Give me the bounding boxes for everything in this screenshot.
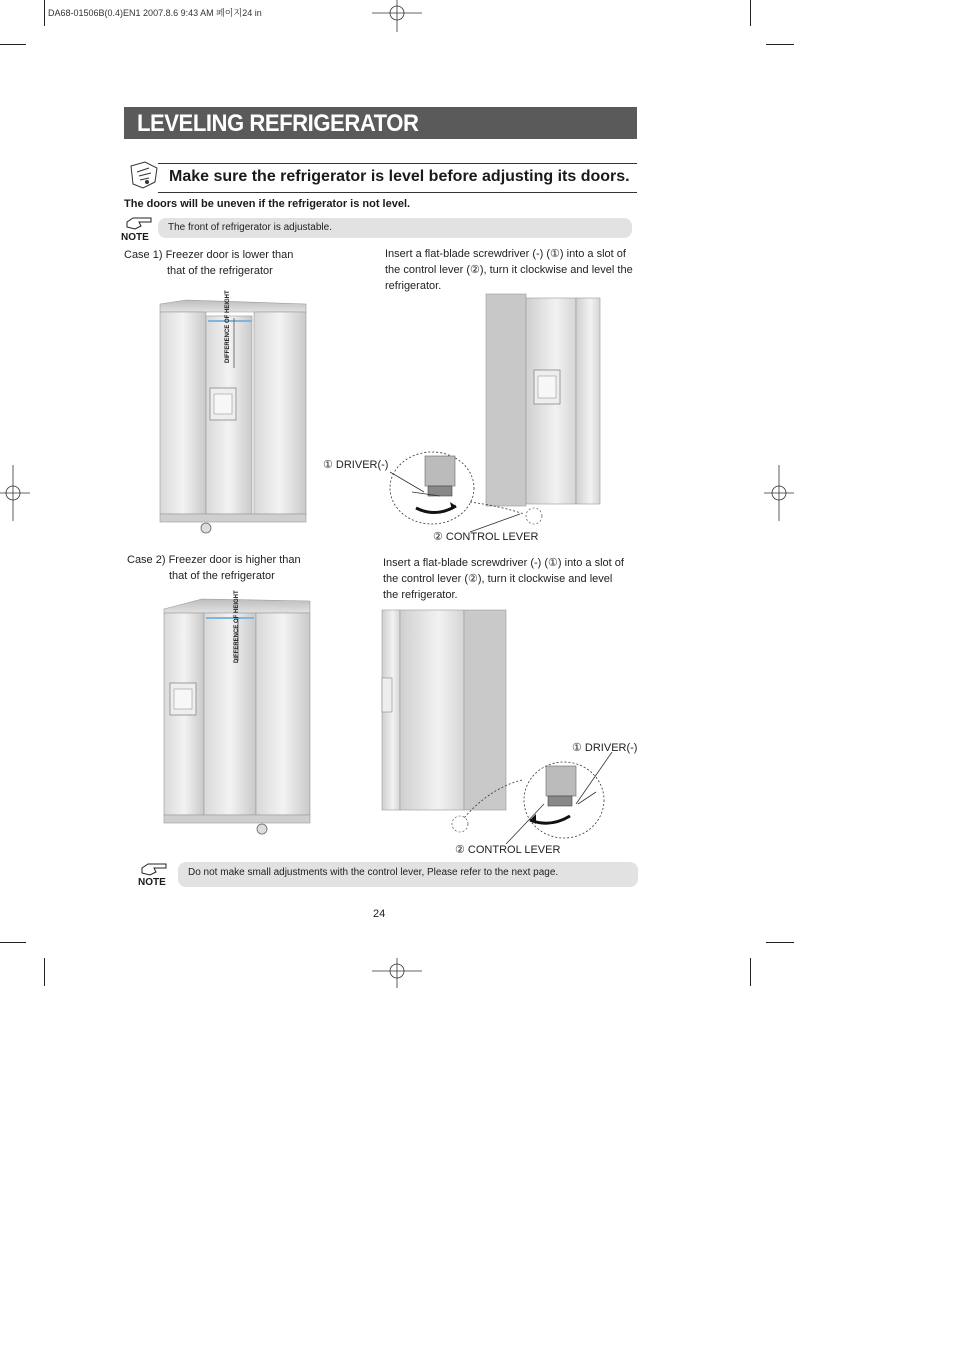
note-text: The front of refrigerator is adjustable. bbox=[168, 222, 332, 233]
crop-mark bbox=[0, 44, 26, 45]
divider bbox=[158, 163, 637, 164]
crop-mark bbox=[766, 44, 794, 45]
height-label: DIFFERENCE OF HEIGHT bbox=[225, 290, 231, 363]
crop-mark bbox=[44, 958, 45, 986]
case1-title: Case 1) Freezer door is lower than that of the refrigerator bbox=[124, 249, 294, 277]
note-box bbox=[178, 862, 638, 887]
driver-label: ① DRIVER(-) bbox=[572, 742, 638, 754]
crop-mark bbox=[766, 942, 794, 943]
subheading: Make sure the refrigerator is level before adjusting its doors. bbox=[169, 168, 630, 185]
page-title: LEVELING REFRIGERATOR bbox=[137, 110, 419, 137]
crop-mark bbox=[750, 958, 751, 986]
case2-instructions: Insert a flat-blade screwdriver (-) (①) into a slot of the control lever (②), turn it clockwise and level the refrigerator. bbox=[383, 557, 624, 601]
note-hand-icon bbox=[140, 860, 170, 878]
case2-title: Case 2) Freezer door is higher than that of the refrigerator bbox=[127, 554, 301, 582]
note-hand-icon bbox=[125, 214, 155, 232]
crop-mark bbox=[750, 0, 751, 26]
print-header: DA68-01506B(0.4)EN1 2007.8.6 9:43 AM 페이지24 in bbox=[48, 8, 262, 18]
pointing-hand-icon bbox=[127, 158, 161, 192]
crop-mark bbox=[0, 942, 26, 943]
title-bar bbox=[124, 107, 637, 139]
note-text: Do not make small adjustments with the control lever, Please refer to the next page. bbox=[188, 867, 559, 878]
height-label: DIFFERENCE OF HEIGHT bbox=[234, 590, 240, 663]
control-lever-label: ② CONTROL LEVER bbox=[433, 531, 539, 543]
note-box bbox=[158, 218, 632, 238]
leveling-detail-illustration bbox=[320, 292, 605, 532]
registration-mark-icon bbox=[764, 465, 794, 521]
intro-text: The doors will be uneven if the refrigerator is not level. bbox=[124, 198, 411, 210]
registration-mark-icon bbox=[0, 465, 30, 521]
refrigerator-illustration bbox=[158, 298, 308, 538]
divider bbox=[158, 192, 637, 193]
note-label: NOTE bbox=[121, 232, 149, 243]
driver-label: ① DRIVER(-) bbox=[323, 459, 389, 471]
note-label: NOTE bbox=[138, 877, 166, 888]
registration-mark-icon bbox=[372, 958, 422, 990]
registration-mark-icon bbox=[372, 0, 422, 32]
crop-mark bbox=[44, 0, 45, 26]
page-number: 24 bbox=[373, 908, 386, 920]
case1-instructions: Insert a flat-blade screwdriver (-) (①) into a slot of the control lever (②), turn it clockwise and level the refrigerator. bbox=[385, 248, 633, 292]
control-lever-label: ② CONTROL LEVER bbox=[455, 844, 561, 856]
leveling-detail-illustration bbox=[380, 608, 640, 848]
